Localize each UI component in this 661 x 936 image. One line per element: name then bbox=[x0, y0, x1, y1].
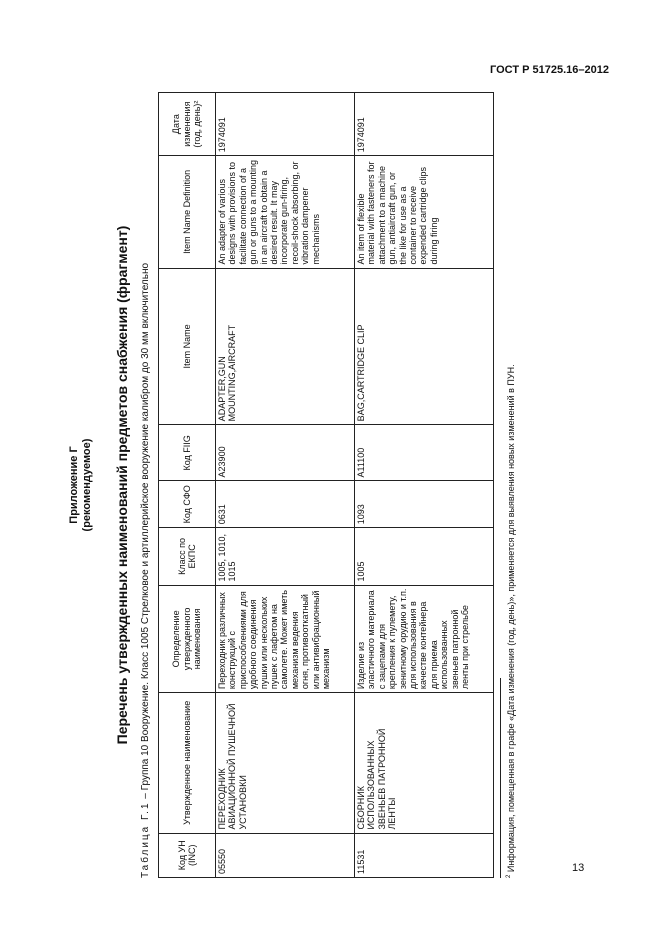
table-cell: Изделие из эластичного материала с зацепами для крепления к пулемету, зенитному орудию и т.п. для использования в качестве контейнера для приема использованных звеньев патронной ленты при стрельбе bbox=[355, 585, 494, 693]
footnote-text: Информация, помещенная в графе «Дата изменения (год, день)», применяется для выявления новых изменений в ПУН. bbox=[506, 364, 516, 875]
annex-heading bbox=[68, 92, 94, 878]
col-header: Код УН (INC) bbox=[159, 833, 216, 877]
col-header: Код СФО bbox=[159, 481, 216, 528]
col-header: Определение утвержденного наименования bbox=[159, 585, 216, 693]
caption-prefix: Таблица Г.1 bbox=[140, 801, 151, 878]
table-cell: BAG,CARTRIDGE CLIP bbox=[355, 268, 494, 425]
table-cell: 1005 bbox=[355, 528, 494, 585]
annex-title: Приложение Г bbox=[68, 446, 80, 524]
table-cell: An item of flexible material with fasteners for attachment to a machine gun, antiaircraft gun, or the like for use as a container to receive expended cartridge clips during firing bbox=[355, 156, 494, 268]
footnote bbox=[506, 364, 516, 878]
table-cell: An adapter of various designs with provisions to facilitate connection of a gun or guns to a mounting in an aircraft to obtain a desired result. It may incorporate gun-firing, recoil-shock absorbing, or vibration dampener mechanisms bbox=[216, 156, 355, 268]
col-header: Код FIIG bbox=[159, 425, 216, 481]
table-cell: 11531 bbox=[355, 833, 494, 877]
col-header: Item Name Definition bbox=[159, 156, 216, 268]
standard-header: ГОСТ Р 51725.16–2012 bbox=[490, 64, 609, 76]
col-header: Класс по ЕКПС bbox=[159, 528, 216, 585]
table-cell: ADAPTER,GUN MOUNTING,AIRCRAFT bbox=[216, 268, 355, 425]
footnote-divider bbox=[500, 678, 501, 878]
caption-text: – Группа 10 Вооружение. Класс 1005 Стрелковое и артиллерийское вооружение калибром до 30 мм включительно bbox=[140, 262, 151, 802]
table-cell: ПЕРЕХОДНИК АВИАЦИОННОЙ ПУШЕЧНОЙ УСТАНОВКИ bbox=[216, 693, 355, 833]
table-cell: A11100 bbox=[355, 425, 494, 481]
table-row bbox=[355, 93, 494, 878]
rotated-content bbox=[68, 92, 558, 878]
table-header-row bbox=[159, 93, 216, 878]
col-header: Утвержденное наименование bbox=[159, 693, 216, 833]
table-cell: Переходник различных конструкций с приспособлениями для удобного соединения пушки или нескольких пушек с лафетом на самолете. Может иметь механизм ведения огня, противооткатный или антивибрационный механизм bbox=[216, 585, 355, 693]
table-cell: 1974091 bbox=[216, 93, 355, 156]
col-header: Дата изменения (год, день)² bbox=[159, 93, 216, 156]
page-title: Перечень утвержденных наименований предметов снабжения (фрагмент) bbox=[114, 225, 130, 745]
table-cell: СБОРНИК ИСПОЛЬЗОВАННЫХ ЗВЕНЬЕВ ПАТРОННОЙ ЛЕНТЫ bbox=[355, 693, 494, 833]
table-cell: 1974091 bbox=[355, 93, 494, 156]
table-cell: 1005, 1010, 1015 bbox=[216, 528, 355, 585]
annex-status: (рекомендуемое) bbox=[81, 438, 93, 532]
page-number: 13 bbox=[572, 862, 585, 874]
table-caption bbox=[140, 92, 151, 878]
table-cell: 0631 bbox=[216, 481, 355, 528]
footnote-marker: 2 bbox=[506, 874, 512, 878]
col-header: Item Name bbox=[159, 268, 216, 425]
table-cell: A23900 bbox=[216, 425, 355, 481]
table-cell: 1093 bbox=[355, 481, 494, 528]
items-table bbox=[158, 92, 494, 878]
table-cell: 05550 bbox=[216, 833, 355, 877]
table-row bbox=[216, 93, 355, 878]
